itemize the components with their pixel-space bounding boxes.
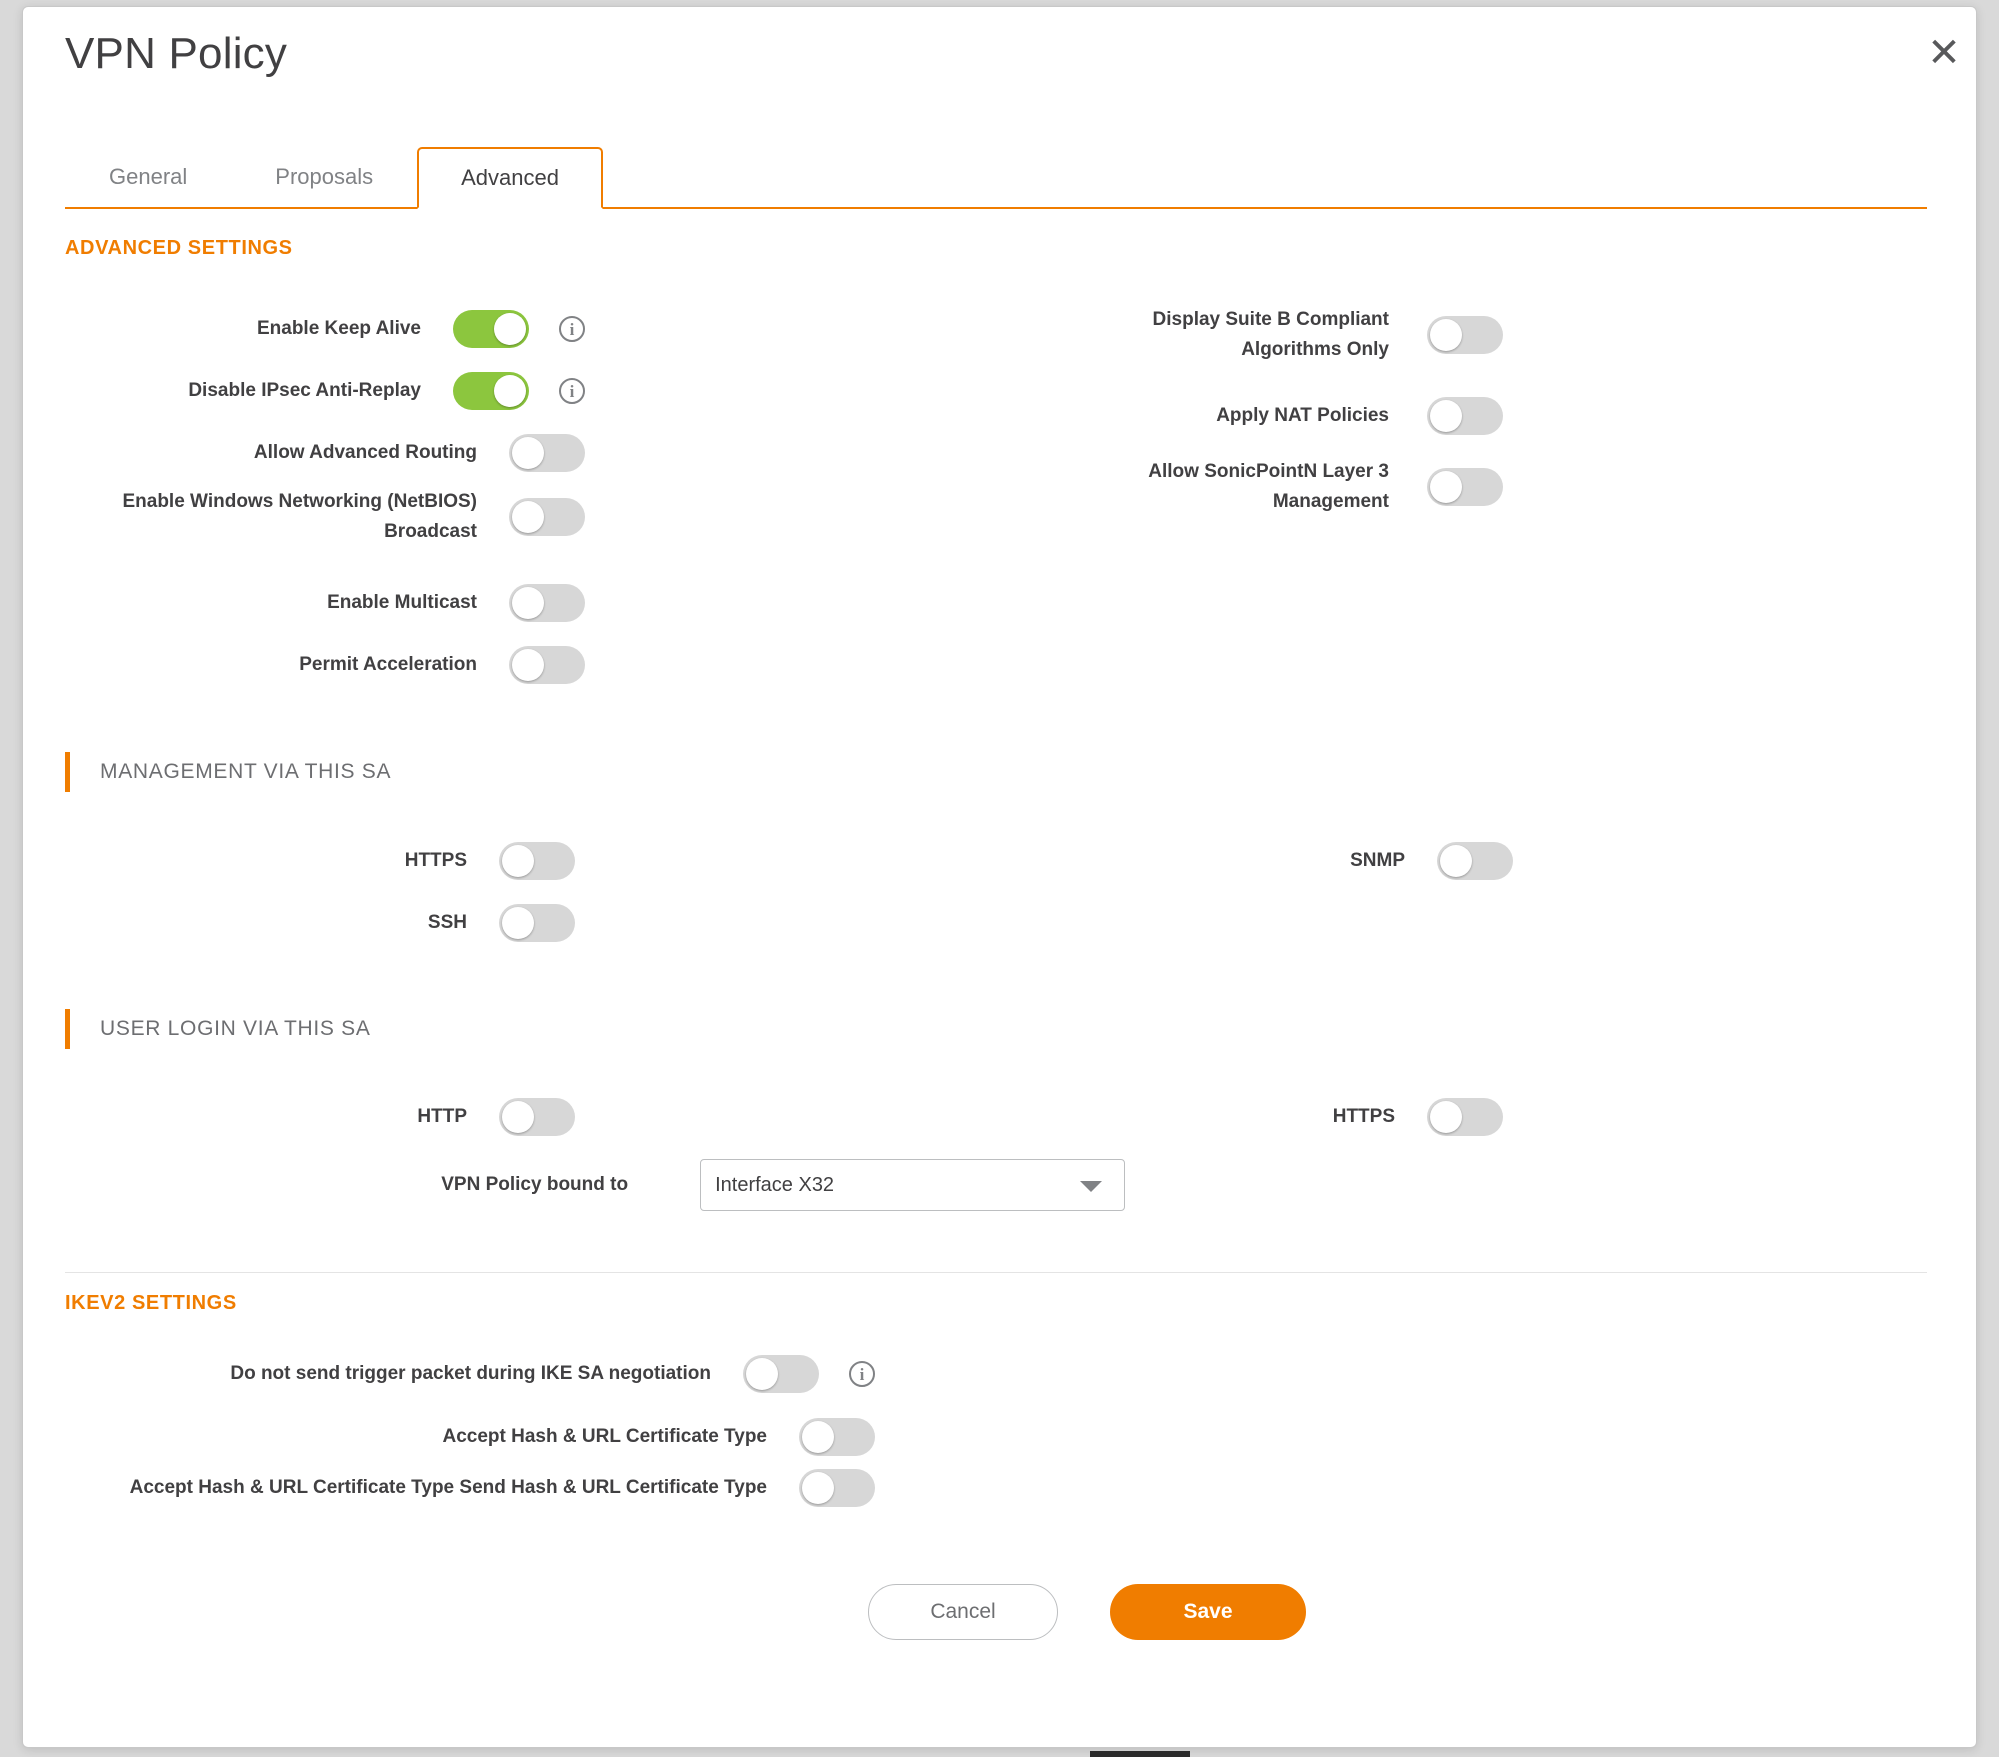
label-apply-nat-policies: Apply NAT Policies — [1216, 405, 1389, 426]
management-sa-heading: MANAGEMENT VIA THIS SA — [65, 752, 391, 792]
page-title: VPN Policy — [65, 29, 288, 78]
row-allow-advanced-routing — [65, 434, 585, 472]
toggle-enable-keep-alive[interactable] — [453, 310, 529, 348]
toggle-no-trigger-packet[interactable] — [743, 1355, 819, 1393]
toggle-accept-hash-url[interactable] — [799, 1418, 875, 1456]
toggle-knob — [512, 649, 544, 681]
label-mgmt-https: HTTPS — [404, 850, 467, 871]
ikev2-settings-heading: IKEV2 SETTINGS — [65, 1292, 237, 1314]
toggle-knob — [802, 1421, 834, 1453]
toggle-knob — [512, 501, 544, 533]
toggle-disable-ipsec-anti-replay[interactable] — [453, 372, 529, 410]
toggle-display-suite-b[interactable] — [1427, 316, 1503, 354]
label-enable-multicast: Enable Multicast — [327, 592, 477, 613]
label-vpn-policy-bound-to: VPN Policy bound to — [441, 1174, 629, 1195]
label-login-https: HTTPS — [1332, 1106, 1395, 1127]
toggle-permit-acceleration[interactable] — [509, 646, 585, 684]
toggle-allow-advanced-routing[interactable] — [509, 434, 585, 472]
label-enable-netbios-broadcast: Enable Windows Networking (NetBIOS) Broadcast — [122, 491, 477, 542]
tab-advanced[interactable]: Advanced — [417, 147, 603, 209]
accent-bar — [65, 752, 70, 792]
accent-bar — [65, 1009, 70, 1049]
toggle-knob — [802, 1472, 834, 1504]
tab-general[interactable]: General — [109, 164, 188, 189]
toggle-knob — [512, 437, 544, 469]
cancel-button[interactable]: Cancel — [868, 1584, 1058, 1640]
row-mgmt-ssh — [65, 904, 575, 942]
row-enable-multicast — [65, 584, 585, 622]
label-enable-keep-alive: Enable Keep Alive — [256, 318, 421, 339]
info-icon-enable-keep-alive[interactable]: i — [559, 316, 585, 342]
toggle-mgmt-snmp[interactable] — [1437, 842, 1513, 880]
toggle-mgmt-ssh[interactable] — [499, 904, 575, 942]
label-allow-advanced-routing: Allow Advanced Routing — [253, 442, 477, 463]
save-button[interactable]: Save — [1110, 1584, 1306, 1640]
row-apply-nat-policies — [1023, 397, 1503, 435]
toggle-knob — [1430, 319, 1462, 351]
label-display-suite-b: Display Suite B Compliant Algorithms Only — [1152, 309, 1389, 360]
row-vpn-policy-bound-to — [65, 1159, 1125, 1211]
toggle-knob — [494, 375, 526, 407]
row-permit-acceleration — [65, 646, 585, 684]
toggle-knob — [746, 1358, 778, 1390]
row-login-https — [1023, 1098, 1503, 1136]
vpn-policy-dialog — [22, 6, 1977, 1748]
toggle-accept-send-hash-url[interactable] — [799, 1469, 875, 1507]
advanced-settings-heading: ADVANCED SETTINGS — [65, 237, 293, 259]
row-login-http — [65, 1098, 575, 1136]
label-mgmt-snmp: SNMP — [1350, 850, 1405, 871]
row-no-trigger-packet — [65, 1355, 875, 1393]
divider — [65, 1272, 1927, 1273]
row-enable-netbios-broadcast — [65, 487, 585, 547]
label-permit-acceleration: Permit Acceleration — [299, 654, 477, 675]
row-accept-send-hash-url — [65, 1469, 875, 1507]
toggle-enable-multicast[interactable] — [509, 584, 585, 622]
label-allow-sonicpointn: Allow SonicPointN Layer 3 Management — [1148, 461, 1389, 512]
label-mgmt-ssh: SSH — [427, 912, 467, 933]
toggle-knob — [1430, 471, 1462, 503]
label-no-trigger-packet: Do not send trigger packet during IKE SA negotiation — [230, 1363, 711, 1384]
row-accept-hash-url — [65, 1418, 875, 1456]
toggle-login-http[interactable] — [499, 1098, 575, 1136]
row-disable-ipsec-anti-replay — [65, 372, 585, 410]
label-login-http: HTTP — [417, 1106, 467, 1127]
toggle-knob — [494, 313, 526, 345]
toggle-mgmt-https[interactable] — [499, 842, 575, 880]
chevron-down-icon — [1080, 1181, 1102, 1192]
label-disable-ipsec-anti-replay: Disable IPsec Anti-Replay — [188, 380, 421, 401]
toggle-login-https[interactable] — [1427, 1098, 1503, 1136]
toggle-enable-netbios-broadcast[interactable] — [509, 498, 585, 536]
dialog-actions — [868, 1584, 1306, 1640]
toggle-knob — [512, 587, 544, 619]
vpn-policy-bound-to-select[interactable] — [700, 1159, 1125, 1211]
row-mgmt-snmp — [1023, 842, 1513, 880]
info-icon-no-trigger-packet[interactable]: i — [849, 1361, 875, 1387]
toggle-knob — [1440, 845, 1472, 877]
toggle-knob — [502, 907, 534, 939]
label-accept-hash-url: Accept Hash & URL Certificate Type — [442, 1426, 767, 1447]
toggle-apply-nat-policies[interactable] — [1427, 397, 1503, 435]
tab-proposals[interactable]: Proposals — [275, 164, 374, 189]
row-allow-sonicpointn — [1023, 457, 1503, 517]
toggle-allow-sonicpointn[interactable] — [1427, 468, 1503, 506]
row-display-suite-b — [1023, 305, 1503, 365]
user-login-sa-heading: USER LOGIN VIA THIS SA — [65, 1009, 371, 1049]
toggle-knob — [1430, 1101, 1462, 1133]
row-mgmt-https — [65, 842, 575, 880]
taskbar-indicator — [1090, 1751, 1190, 1757]
tab-bar — [65, 147, 1927, 209]
info-icon-disable-ipsec-anti-replay[interactable]: i — [559, 378, 585, 404]
vpn-policy-bound-to-value: Interface X32 — [715, 1173, 835, 1196]
label-accept-send-hash-url: Accept Hash & URL Certificate Type Send Hash & URL Certificate Type — [129, 1477, 767, 1498]
toggle-knob — [1430, 400, 1462, 432]
row-enable-keep-alive — [65, 310, 585, 348]
close-icon[interactable]: ✕ — [1927, 30, 1961, 76]
toggle-knob — [502, 845, 534, 877]
toggle-knob — [502, 1101, 534, 1133]
